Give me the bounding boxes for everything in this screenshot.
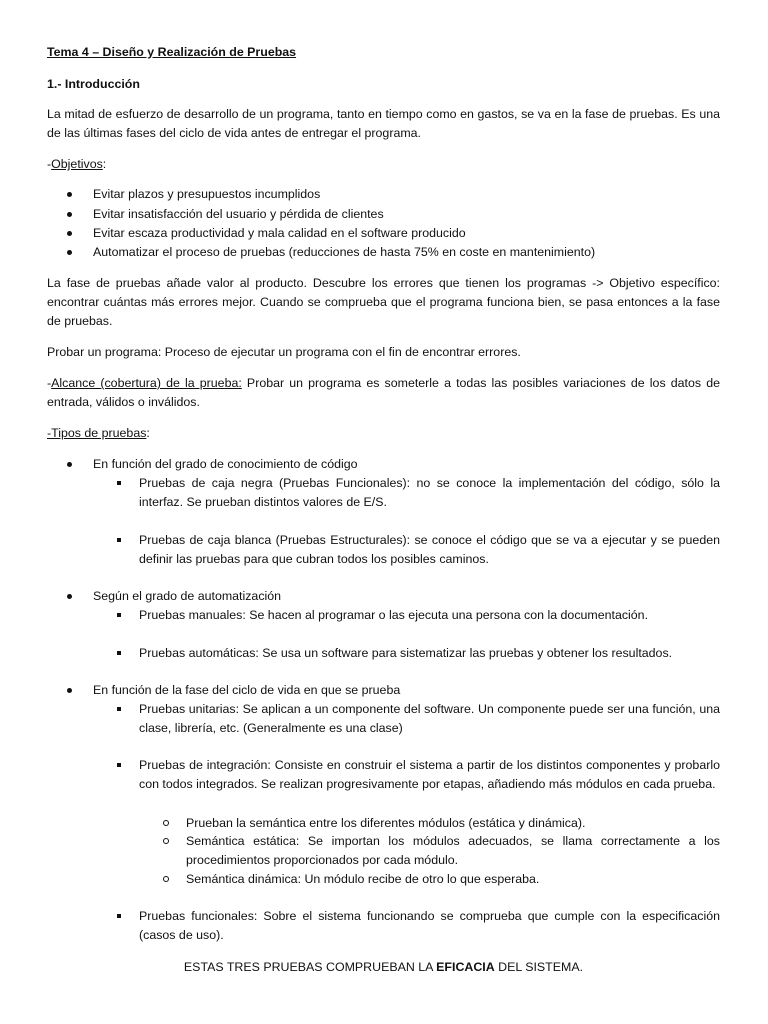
sub-sub-list-item bbox=[47, 870, 720, 889]
alcance-label: Alcance (cobertura) de la prueba: bbox=[51, 376, 242, 390]
list-item bbox=[47, 205, 720, 224]
sub-sub-list-item-text: Semántica estática: Se importan los módulos adecuados, se llama correctamente a los procedimientos proporcionados por cada módulo. bbox=[186, 834, 720, 867]
sub-list-item bbox=[47, 606, 720, 625]
objetivos-suffix: : bbox=[102, 157, 107, 171]
bullet-icon bbox=[67, 192, 72, 197]
alcance-paragraph: -Alcance (cobertura) de la prueba: Probar un programa es someterle a todas las posibles variaciones de los datos de entrada, válidos o inválidos. bbox=[47, 376, 720, 409]
list-item bbox=[47, 587, 720, 606]
list-item-text: Automatizar el proceso de pruebas (reducciones de hasta 75% en coste en mantenimiento) bbox=[93, 245, 596, 259]
tipos-suffix: : bbox=[146, 426, 150, 440]
tipos-heading bbox=[47, 424, 720, 443]
sub-list-item bbox=[47, 700, 720, 738]
circle-bullet-icon bbox=[163, 820, 169, 826]
bullet-icon bbox=[67, 594, 72, 599]
list-item bbox=[47, 681, 720, 700]
sub-list-item bbox=[47, 644, 720, 663]
list-item-text: En función de la fase del ciclo de vida en que se prueba bbox=[93, 683, 401, 697]
alcance-text: Probar un programa es someterle a todas las posibles variaciones de los datos de entrada, válidos o inválidos. bbox=[47, 376, 720, 409]
sub-sub-list-item bbox=[47, 832, 720, 870]
sub-list-item-text: Pruebas de caja negra (Pruebas Funcionales): no se conoce la implementación del código, sólo la interfaz. Se prueban distintos valores de E/S. bbox=[139, 476, 720, 509]
closing-text-before: ESTAS TRES PRUEBAS COMPRUEBAN LA bbox=[183, 960, 437, 974]
list-item-text: Según el grado de automatización bbox=[93, 589, 282, 603]
list-item bbox=[47, 243, 720, 262]
square-bullet-icon bbox=[117, 914, 121, 918]
list-item bbox=[47, 185, 720, 204]
objetivos-heading bbox=[47, 155, 720, 174]
tipos-label: -Tipos de pruebas bbox=[47, 426, 147, 440]
closing-statement bbox=[47, 958, 720, 977]
list-item bbox=[47, 455, 720, 474]
list-item-text: En función del grado de conocimiento de código bbox=[93, 457, 358, 471]
sub-sub-list-item-text: Semántica dinámica: Un módulo recibe de otro lo que esperaba. bbox=[186, 872, 540, 886]
objetivos-prefix: - bbox=[47, 157, 52, 171]
fase-paragraph: La fase de pruebas añade valor al producto. Descubre los errores que tienen los programas -> Objetivo específico: encontrar cuántas más errores mejor. Cuando se comprueba que el programa funciona bien, se pasa entonces a la fase de pruebas. bbox=[47, 276, 720, 328]
objetivos-label: Objetivos bbox=[51, 157, 103, 171]
sub-list-item-text: Pruebas unitarias: Se aplican a un componente del software. Un componente puede ser una función, una clase, librería, etc. (Generalmente es una clase) bbox=[139, 702, 720, 735]
sub-sub-list-item bbox=[47, 814, 720, 833]
list-item-text: Evitar plazos y presupuestos incumplidos bbox=[93, 187, 321, 201]
bullet-icon bbox=[67, 250, 72, 255]
sub-list-item bbox=[47, 474, 720, 512]
square-bullet-icon bbox=[117, 481, 121, 485]
sub-list-item-text: Pruebas automáticas: Se usa un software para sistematizar las pruebas y obtener los resultados. bbox=[139, 646, 673, 660]
sub-list-item-text: Pruebas de caja blanca (Pruebas Estructurales): se conoce el código que se va a ejecutar y se pueden definir las pruebas para que cubran todos los posibles caminos. bbox=[139, 533, 720, 566]
document-title: Tema 4 – Diseño y Realización de Pruebas bbox=[47, 45, 297, 59]
list-item-text: Evitar escaza productividad y mala calidad en el software producido bbox=[93, 226, 466, 240]
list-item bbox=[47, 224, 720, 243]
square-bullet-icon bbox=[117, 707, 121, 711]
circle-bullet-icon bbox=[163, 876, 169, 882]
sub-list-item bbox=[47, 756, 720, 794]
sub-list-item-text: Pruebas funcionales: Sobre el sistema funcionando se comprueba que cumple con la especificación (casos de uso). bbox=[139, 909, 720, 942]
list-item-text: Evitar insatisfacción del usuario y pérdida de clientes bbox=[93, 207, 384, 221]
bullet-icon bbox=[67, 231, 72, 236]
bullet-icon bbox=[67, 688, 72, 693]
sub-list-item bbox=[47, 531, 720, 569]
bullet-icon bbox=[67, 462, 72, 467]
sub-sub-list-item-text: Prueban la semántica entre los diferentes módulos (estática y dinámica). bbox=[186, 816, 586, 830]
sub-list-item-text: Pruebas de integración: Consiste en construir el sistema a partir de los distintos componentes y probarlo con todos integrados. Se realizan progresivamente por etapas, añadiendo más módulos en cada prueba. bbox=[139, 758, 720, 791]
sub-list-item bbox=[47, 907, 720, 945]
square-bullet-icon bbox=[117, 763, 121, 767]
probar-paragraph: Probar un programa: Proceso de ejecutar un programa con el fin de encontrar errores. bbox=[47, 345, 521, 359]
sub-list-item-text: Pruebas manuales: Se hacen al programar o las ejecuta una persona con la documentación. bbox=[139, 608, 649, 622]
square-bullet-icon bbox=[117, 651, 121, 655]
section-heading: 1.- Introducción bbox=[47, 77, 140, 91]
intro-paragraph: La mitad de esfuerzo de desarrollo de un programa, tanto en tiempo como en gastos, se va en la fase de pruebas. Es una de las últimas fases del ciclo de vida antes de entregar el programa. bbox=[47, 107, 720, 140]
square-bullet-icon bbox=[117, 538, 121, 542]
bullet-icon bbox=[67, 212, 72, 217]
circle-bullet-icon bbox=[163, 838, 169, 844]
square-bullet-icon bbox=[117, 613, 121, 617]
closing-text-after: DEL SISTEMA. bbox=[494, 960, 584, 974]
closing-emphasis: EFICACIA bbox=[436, 960, 495, 974]
